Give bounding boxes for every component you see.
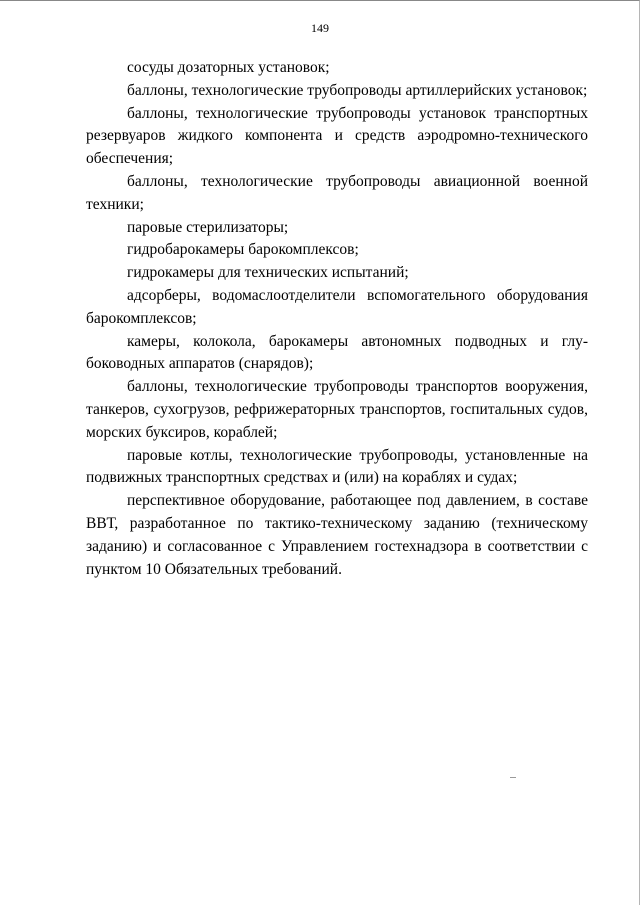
paragraph-8: адсорберы, водомаслоотделители вспомогательного оборудования барокомплексов; bbox=[86, 286, 588, 327]
paragraph-10: баллоны, технологические трубопроводы транспортов вооружения, танкеров, сухогрузов, рефрижераторных транспортов, госпитальных судов, морских буксиров, кораблей; bbox=[86, 378, 588, 441]
paragraph-4: баллоны, технологические трубопроводы авиационной военной техники; bbox=[86, 172, 588, 213]
paragraph-11: паровые котлы, технологические трубопроводы, установленные на подвижных транспортных средствах и (или) на кораблях и судах; bbox=[86, 446, 588, 487]
paragraph-9: камеры, колокола, барокамеры автономных подводных и глубоководных аппаратов (снарядов); bbox=[86, 332, 588, 373]
paragraph-6: гидробарокамеры барокомплексов; bbox=[127, 241, 359, 259]
paragraph-3: баллоны, технологические трубопроводы установок транспортных резервуаров жидкого компонента и средств аэродромно-технического обеспечения; bbox=[86, 104, 588, 168]
scan-speck bbox=[510, 777, 516, 778]
page-number: 149 bbox=[311, 21, 329, 35]
body-text bbox=[86, 57, 588, 581]
paragraph-2: баллоны, технологические трубопроводы артиллерийских установок; bbox=[127, 81, 588, 99]
paragraph-12: перспективное оборудование, работающее под давлением, в составе ВВТ, разработанное по тактико-техническому заданию (техническому заданию) и согласованное с Управлением гостехнадзора в соответствии с пунктом 10 Обязательных требований. bbox=[86, 492, 588, 578]
paragraph-5: паровые стерилизаторы; bbox=[127, 218, 289, 236]
paragraph-1: сосуды дозаторных установок; bbox=[127, 59, 330, 76]
paragraph-7: гидрокамеры для технических испытаний; bbox=[127, 264, 409, 282]
